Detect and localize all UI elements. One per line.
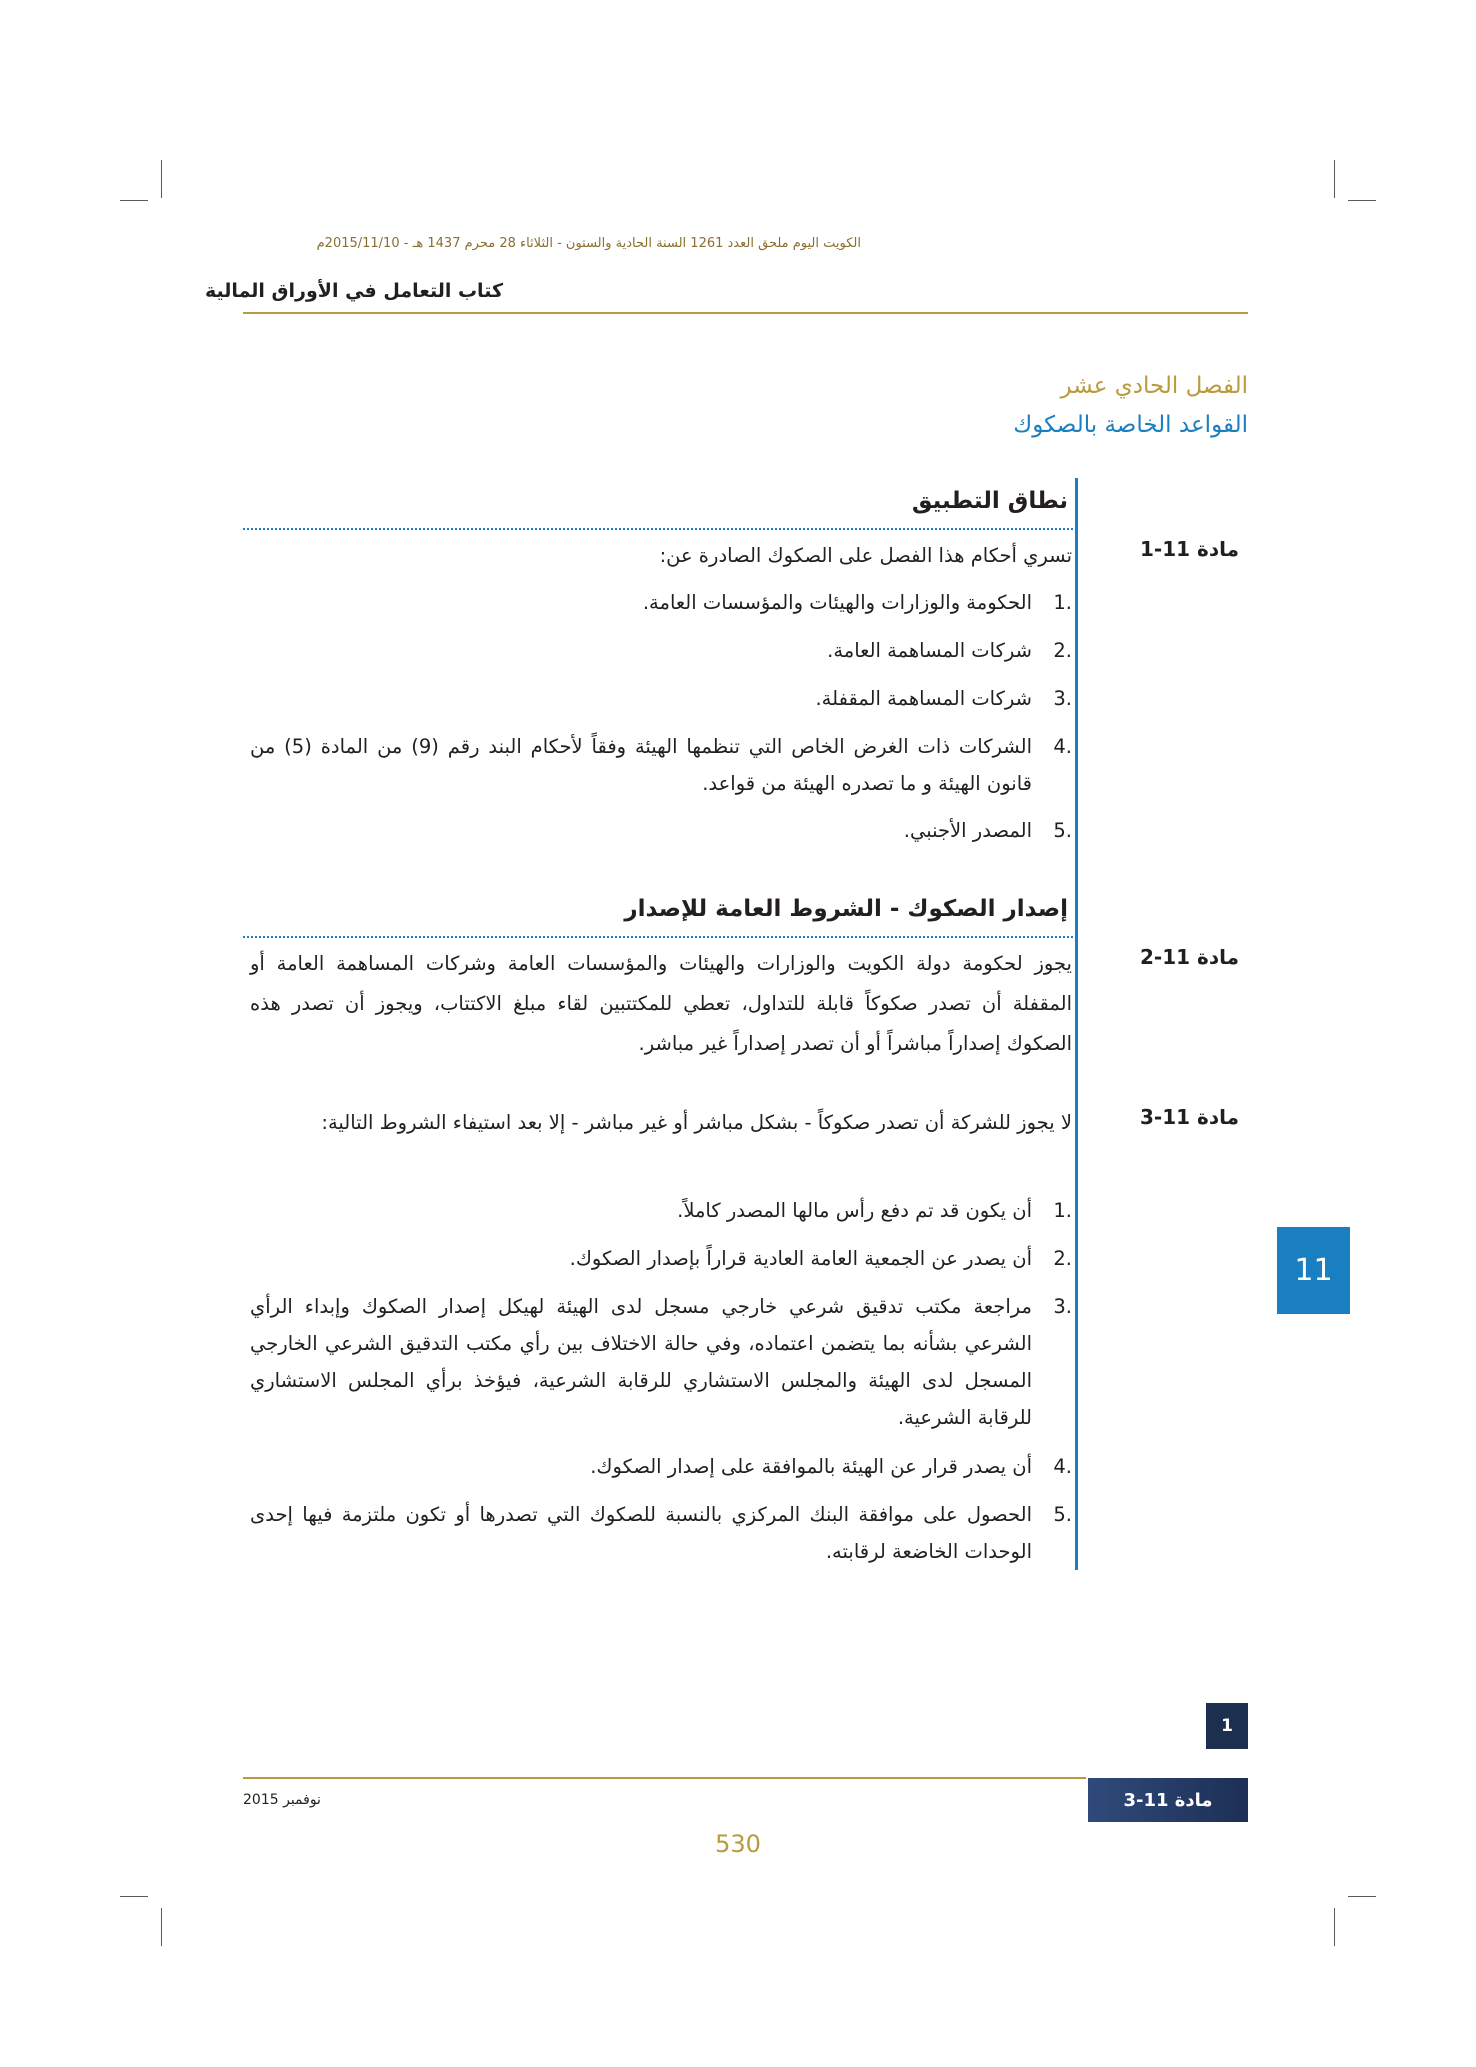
article-intro: تسري أحكام هذا الفصل على الصكوك الصادرة عن: (659, 544, 1072, 567)
section-heading-issuance: إصدار الصكوك - الشروط العامة للإصدار (624, 896, 1068, 922)
page-number: 530 (715, 1830, 761, 1858)
section-heading-scope: نطاق التطبيق (911, 488, 1068, 514)
list-text: مراجعة مكتب تدقيق شرعي خارجي مسجل لدى الهيئة لهيكل إصدار الصكوك وإبداء الرأي الشرعي بشأنه بما يتضمن اعتماده، وفي حالة الاختلاف بين رأي مكتب التدقيق الشرعي الخارجي المسجل لدى الهيئة والمجلس الاستشاري للرقابة الشرعية، فيؤخذ برأي المجلس الاستشاري للرقابة الشرعية. (250, 1295, 1032, 1429)
list-item (250, 1496, 1072, 1570)
list-text: أن يكون قد تم دفع رأس مالها المصدر كاملاً. (677, 1199, 1032, 1222)
footer-divider (243, 1777, 1086, 1779)
crop-mark (1334, 1908, 1335, 1946)
gazette-meta-line: الكويت اليوم ملحق العدد 1261 السنة الحادية والستون - الثلاثاء 28 محرم 1437 هـ - 2015/11/10م (316, 236, 861, 251)
article-label-11-2: مادة 11-2 (1140, 945, 1240, 969)
footer-article-label: مادة 11-3 (1088, 1778, 1248, 1822)
crop-mark (1348, 200, 1376, 201)
crop-mark (120, 1896, 148, 1897)
crop-mark (1334, 160, 1335, 198)
crop-mark (120, 200, 148, 201)
article-intro: لا يجوز للشركة أن تصدر صكوكاً - بشكل مباشر أو غير مباشر - إلا بعد استيفاء الشروط التالية: (321, 1111, 1072, 1134)
book-title: كتاب التعامل في الأوراق المالية (205, 280, 503, 302)
list-text: شركات المساهمة المقفلة. (815, 687, 1032, 710)
list-item (250, 1192, 1072, 1229)
crop-mark (161, 160, 162, 198)
dotted-divider (243, 528, 1073, 530)
footer-date: نوفمبر 2015 (243, 1792, 321, 1808)
list-item (250, 1240, 1072, 1277)
article-label-11-3: مادة 11-3 (1140, 1105, 1240, 1129)
list-text: شركات المساهمة العامة. (827, 639, 1032, 662)
chapter-subtitle: القواعد الخاصة بالصكوك (1013, 412, 1248, 438)
list-text: المصدر الأجنبي. (903, 819, 1032, 842)
list-number: .5 (1053, 819, 1072, 842)
list-number: .4 (1053, 735, 1072, 758)
list-text: الحصول على موافقة البنك المركزي بالنسبة للصكوك التي تصدرها أو تكون ملتزمة فيها إحدى الوحدات الخاضعة لرقابته. (250, 1503, 1032, 1563)
list-item (250, 1288, 1072, 1436)
list-number: .1 (1053, 591, 1072, 614)
dotted-divider (243, 936, 1073, 938)
list-item (250, 812, 1072, 849)
content-divider (1075, 478, 1078, 1570)
crop-mark (161, 1908, 162, 1946)
article-label-11-1: مادة 11-1 (1140, 537, 1240, 561)
crop-mark (1348, 1896, 1376, 1897)
header-divider (243, 312, 1248, 314)
list-text: الشركات ذات الغرض الخاص التي تنظمها الهيئة وفقاً لأحكام البند رقم (9) من المادة (5) من قانون الهيئة و ما تصدره الهيئة من قواعد. (250, 735, 1032, 795)
list-number: .1 (1053, 1199, 1072, 1222)
list-text: أن يصدر قرار عن الهيئة بالموافقة على إصدار الصكوك. (590, 1455, 1032, 1478)
article-text: يجوز لحكومة دولة الكويت والوزارات والهيئات والمؤسسات العامة وشركات المساهمة العامة أو المقفلة أن تصدر صكوكاً قابلة للتداول، تعطي للمكتتبين لقاء مبلغ الاكتتاب، ويجوز أن تصدر هذه الصكوك إصداراً مباشراً أو أن تصدر إصداراً غير مباشر. (250, 952, 1072, 1055)
chapter-tab: 11 (1277, 1227, 1350, 1314)
chapter-title: الفصل الحادي عشر (1060, 373, 1248, 399)
list-number: .2 (1053, 639, 1072, 662)
list-number: .4 (1053, 1455, 1072, 1478)
list-number: .3 (1053, 687, 1072, 710)
list-item (250, 632, 1072, 669)
list-item (250, 728, 1072, 802)
list-text: الحكومة والوزارات والهيئات والمؤسسات العامة. (642, 591, 1032, 614)
list-item (250, 584, 1072, 621)
page-badge: 1 (1206, 1703, 1248, 1749)
list-number: .3 (1053, 1295, 1072, 1318)
list-number: .5 (1053, 1503, 1072, 1526)
list-text: أن يصدر عن الجمعية العامة العادية قراراً بإصدار الصكوك. (569, 1247, 1032, 1270)
list-number: .2 (1053, 1247, 1072, 1270)
list-item (250, 680, 1072, 717)
list-item (250, 1448, 1072, 1485)
